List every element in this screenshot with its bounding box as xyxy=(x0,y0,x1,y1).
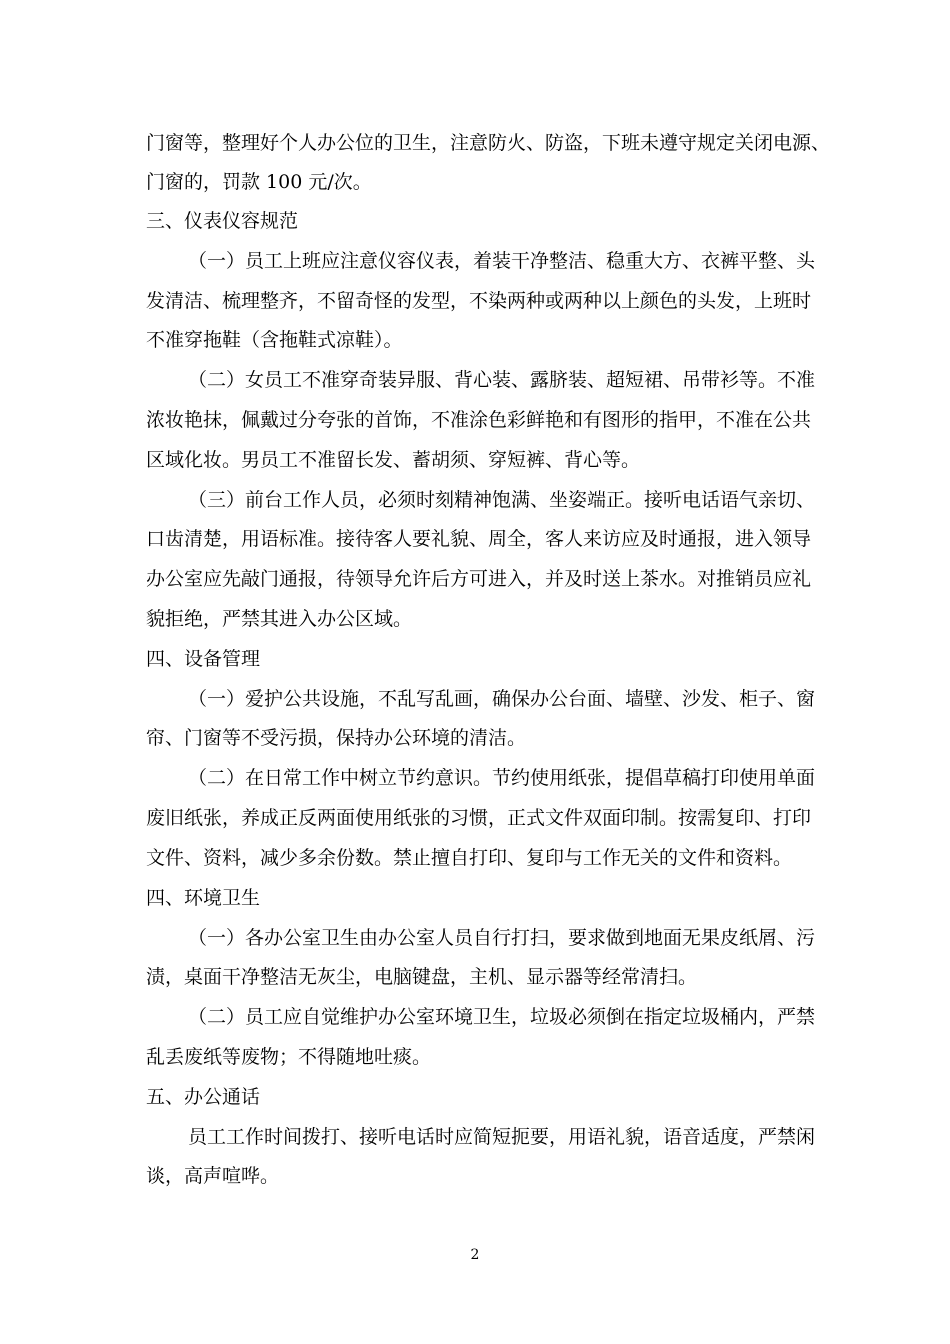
body-text-line: 帘、门窗等不受污损，保持办公环境的清洁。 xyxy=(146,727,527,749)
paragraph-start-line: （三）前台工作人员，必须时刻精神饱满、坐姿端正。接听电话语气亲切、 xyxy=(188,489,816,511)
body-text-line: 乱丢废纸等废物；不得随地吐痰。 xyxy=(146,1046,432,1068)
body-text-line: 浓妆艳抹，佩戴过分夸张的首饰，不准涂色彩鲜艳和有图形的指甲，不准在公共 xyxy=(146,409,812,431)
body-text-line: 办公室应先敲门通报，待领导允许后方可进入，并及时送上茶水。对推销员应礼 xyxy=(146,568,812,590)
body-text-line: 口齿清楚，用语标准。接待客人要礼貌、周全，客人来访应及时通报，进入领导 xyxy=(146,528,812,550)
body-text-line: 门窗等，整理好个人办公位的卫生，注意防火、防盗，下班未遵守规定关闭电源、 xyxy=(146,132,831,154)
body-text-line: 门窗的，罚款 100 元/次。 xyxy=(146,171,372,193)
body-text-line: 渍，桌面干净整洁无灰尘，电脑键盘，主机、显示器等经常清扫。 xyxy=(146,966,698,988)
paragraph-start-line: （一）各办公室卫生由办公室人员自行打扫，要求做到地面无果皮纸屑、污 xyxy=(188,927,816,949)
paragraph-start-line: （一）爱护公共设施，不乱写乱画，确保办公台面、墙壁、沙发、柜子、窗 xyxy=(188,688,816,710)
paragraph-start-line: （一）员工上班应注意仪容仪表，着装干净整洁、稳重大方、衣裤平整、头 xyxy=(188,250,816,272)
body-text-line: 文件、资料，减少多余份数。禁止擅自打印、复印与工作无关的文件和资料。 xyxy=(146,847,793,869)
paragraph-start-line: （二）员工应自觉维护办公室环境卫生，垃圾必须倒在指定垃圾桶内，严禁 xyxy=(188,1006,816,1028)
body-text-line: 貌拒绝，严禁其进入办公区域。 xyxy=(146,608,413,630)
section-heading-4b: 四、环境卫生 xyxy=(146,887,261,909)
body-text-line: 发清洁、梳理整齐，不留奇怪的发型，不染两种或两种以上颜色的头发，上班时 xyxy=(146,290,812,312)
paragraph-start-line: （二）女员工不准穿奇装异服、背心装、露脐装、超短裙、吊带衫等。不准 xyxy=(188,369,816,391)
page-number: 2 xyxy=(470,1247,480,1263)
section-heading-5: 五、办公通话 xyxy=(146,1086,261,1108)
body-text-line: 谈，高声喧哗。 xyxy=(146,1165,280,1187)
body-text-line: 区域化妆。男员工不准留长发、蓄胡须、穿短裤、背心等。 xyxy=(146,449,641,471)
body-text-line: 不准穿拖鞋（含拖鞋式凉鞋）。 xyxy=(146,329,403,351)
paragraph-start-line: （二）在日常工作中树立节约意识。节约使用纸张，提倡草稿打印使用单面 xyxy=(188,767,816,789)
section-heading-4: 四、设备管理 xyxy=(146,648,261,670)
paragraph-start-line: 员工工作时间拨打、接听电话时应简短扼要，用语礼貌，语音适度，严禁闲 xyxy=(188,1126,816,1148)
body-text-line: 废旧纸张，养成正反两面使用纸张的习惯，正式文件双面印制。按需复印、打印 xyxy=(146,807,812,829)
section-heading-3: 三、仪表仪容规范 xyxy=(146,210,299,232)
